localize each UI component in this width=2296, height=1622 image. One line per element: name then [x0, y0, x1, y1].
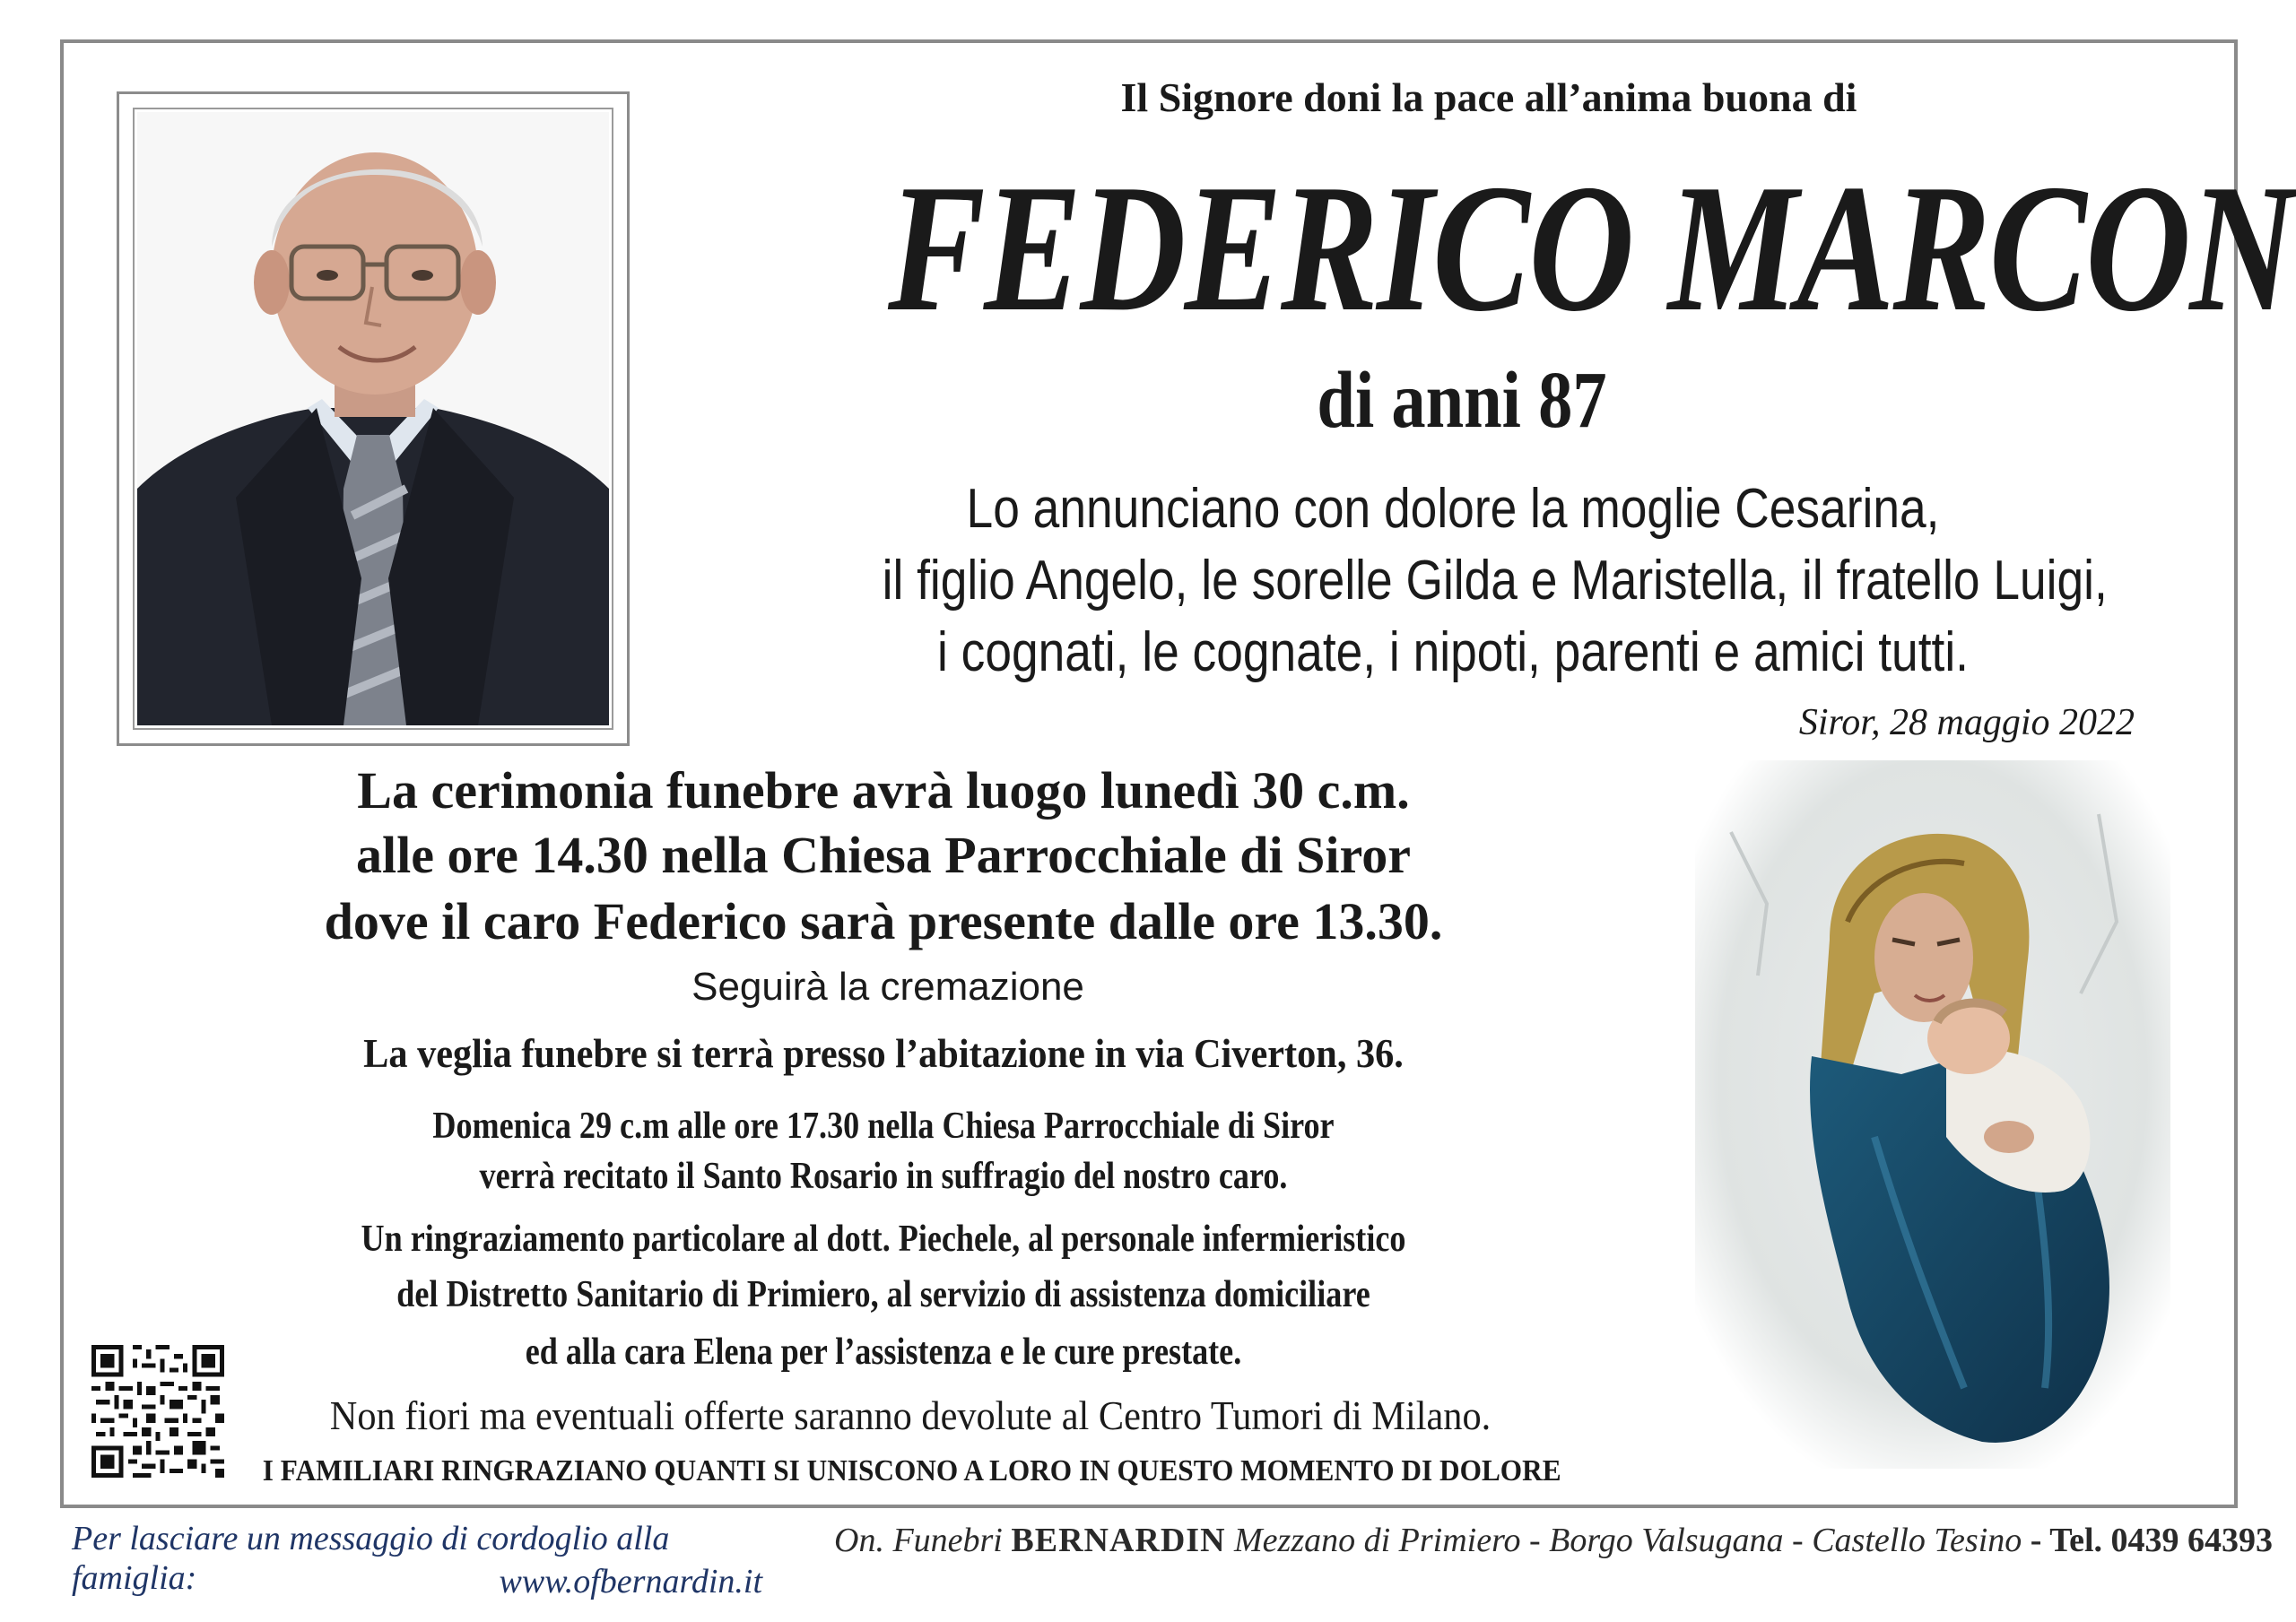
announcement-line: il figlio Angelo, le sorelle Gilda e Maristella, il fratello Luigi,: [882, 550, 2108, 612]
donation-note: Non fiori ma eventuali offerte saranno devolute al Centro Tumori di Milano.: [329, 1392, 1492, 1438]
rosary-line: verrà recitato il Santo Rosario in suffragio del nostro caro.: [479, 1156, 1288, 1197]
vigil-line: La veglia funebre si terrà presso l’abitazione in via Civerton, 36.: [363, 1030, 1404, 1076]
place-date: Siror, 28 maggio 2022: [1798, 702, 2135, 743]
ceremony-line: alle ore 14.30 nella Chiesa Parrocchiale di Siror: [356, 826, 1411, 884]
intro-line: Il Signore doni la pace all’anima buona di: [1120, 74, 1857, 120]
qr-code[interactable]: [91, 1343, 224, 1479]
family-thanks: I FAMILIARI RINGRAZIANO QUANTI SI UNISCONO A LORO IN QUESTO MOMENTO DI DOLORE: [262, 1454, 1561, 1488]
agency-locations: Mezzano di Primiero - Borgo Valsugana - Castello Tesino: [1225, 1522, 2022, 1559]
announcement-line: Lo annunciano con dolore la moglie Cesarina,: [966, 478, 1940, 540]
ceremony-line: La cerimonia funebre avrà luogo lunedì 30 c.m.: [357, 761, 1410, 820]
madonna-image: [1695, 760, 2170, 1469]
deceased-name: FEDERICO MARCON: [888, 147, 2294, 350]
thanks-line: ed alla cara Elena per l’assistenza e le cure prestate.: [525, 1331, 1242, 1373]
announcement-line: i cognati, le cognate, i nipoti, parenti e amici tutti.: [937, 621, 1969, 683]
portrait-photo: [137, 112, 609, 725]
thanks-line: Un ringraziamento particolare al dott. Piechele, al personale infermieristico: [361, 1219, 1406, 1260]
condolence-link[interactable]: www.ofbernardin.it: [499, 1563, 762, 1600]
ceremony-line: dove il caro Federico sarà presente dalle ore 13.30.: [324, 892, 1443, 950]
agency-phone[interactable]: - Tel. 0439 64393: [2022, 1522, 2273, 1559]
agency-prefix: On. Funebri: [834, 1522, 1012, 1559]
condolence-prompt: Per lasciare un messaggio di cordoglio alla famiglia:: [72, 1520, 670, 1597]
funeral-agency-line: [834, 1521, 2273, 1560]
rosary-line: Domenica 29 c.m alle ore 17.30 nella Chiesa Parrocchiale di Siror: [432, 1106, 1335, 1147]
cremation-note: Seguirà la cremazione: [691, 965, 1084, 1009]
agency-name: BERNARDIN: [1011, 1522, 1226, 1559]
thanks-line: del Distretto Sanitario di Primiero, al servizio di assistenza domiciliare: [396, 1274, 1370, 1315]
deceased-age: di anni 87: [1317, 356, 1607, 445]
